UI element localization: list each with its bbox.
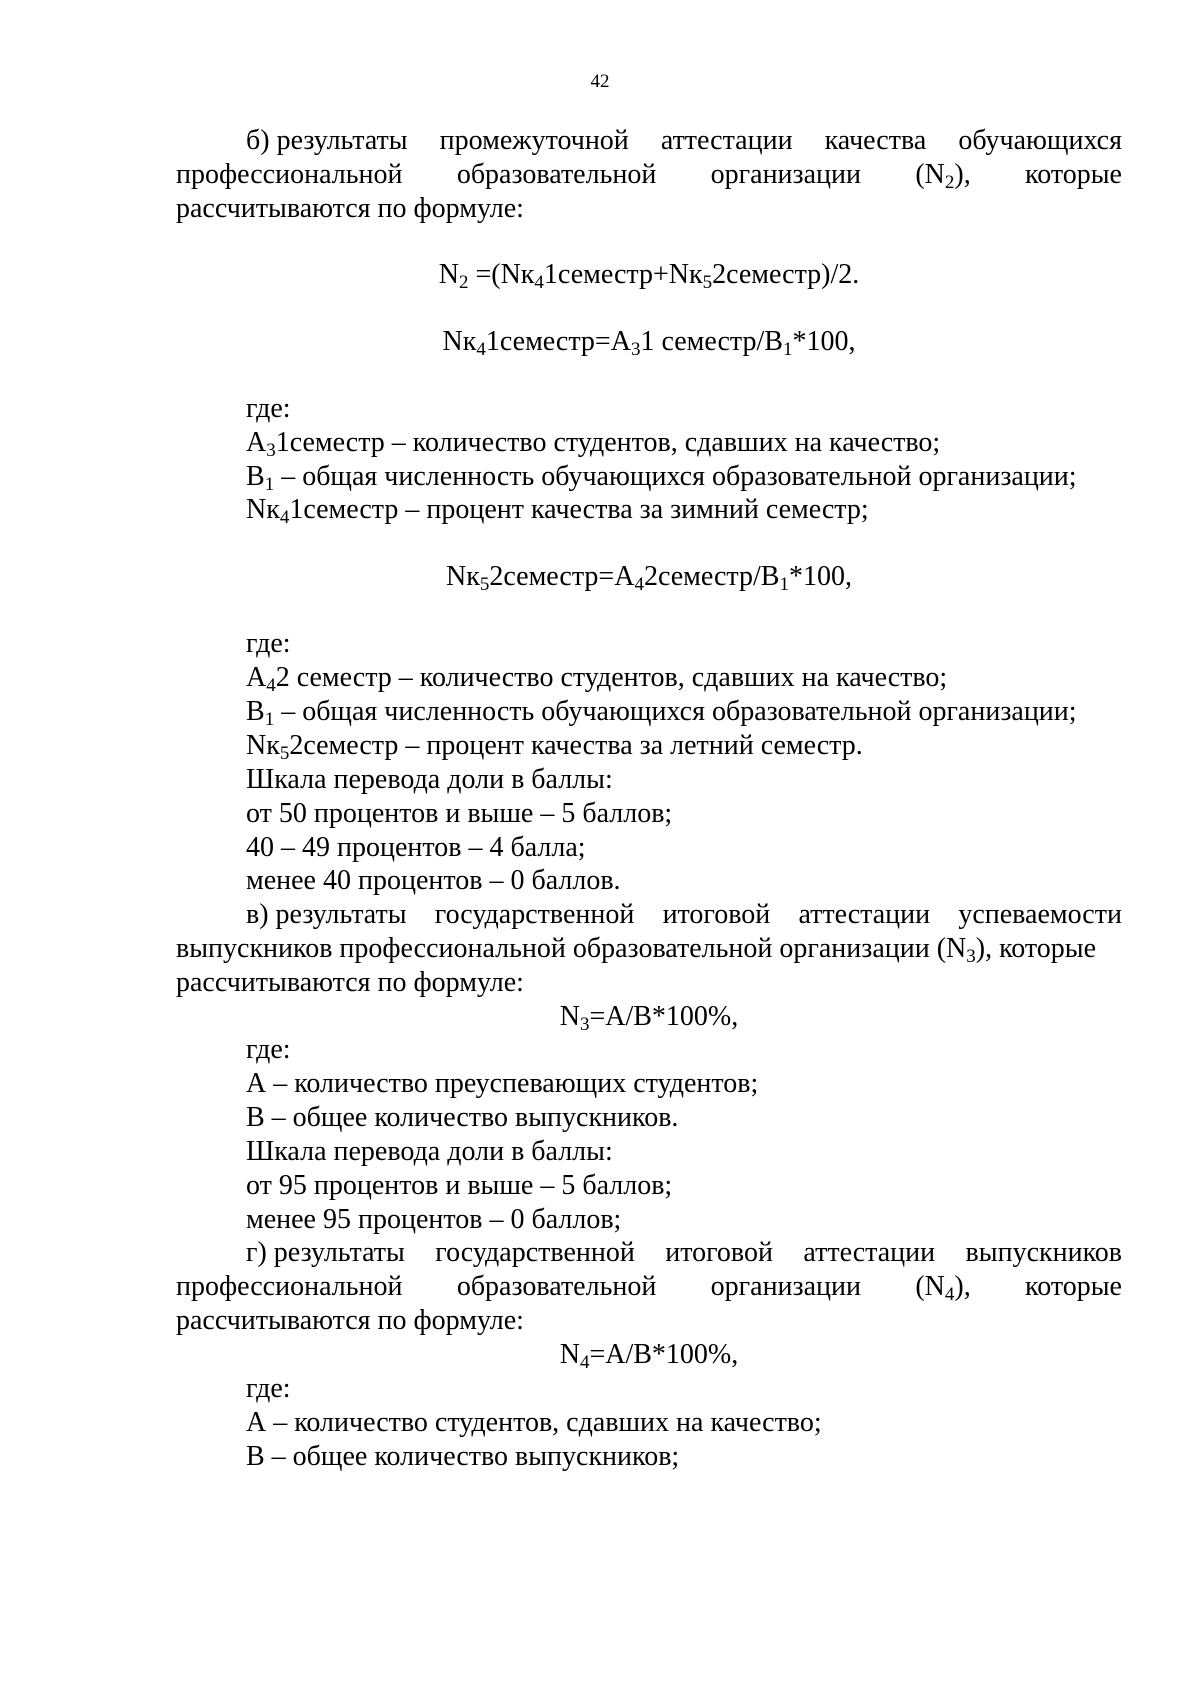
section-d-line-2: профессиональной образовательной организации $(N_4)$, которые (176, 1271, 1122, 1305)
section-c-line-2: выпускников профессиональной образовательной организации $(N_3)$, которые (176, 933, 1096, 967)
definition-a4: $А_42$ семестр – количество студентов, сдавших на качество; (246, 662, 948, 696)
definition-a: А – количество преуспевающих студентов; (246, 1068, 759, 1099)
definition-nk4: $Nк_41семестр$ – процент качества за зимний семестр; (246, 494, 869, 528)
section-b-line-1: б) результаты промежуточной аттестации качества обучающихся (246, 125, 1122, 156)
definition-a3: $А_31семестр$ – количество студентов, сдавших на качество; (246, 427, 941, 461)
where-label: где: (246, 628, 291, 659)
definition-b1: $В_1$ – общая численность обучающихся образовательной организации; (246, 696, 1077, 730)
where-label: где: (246, 393, 291, 424)
section-c-line-1: в) результаты государственной итоговой аттестации успеваемости (246, 899, 1122, 930)
variable-n4: $(N_4)$, (915, 1271, 971, 1305)
scale-item: от 95 процентов и выше – 5 баллов; (246, 1170, 673, 1201)
scale-item: менее 95 процентов – 0 баллов; (246, 1204, 622, 1235)
variable-n2: $(N_2)$, (915, 159, 971, 193)
scale-title: Шкала перевода доли в баллы: (246, 764, 613, 795)
section-d-line-3: рассчитываются по формуле: (176, 1305, 524, 1336)
page-number: 42 (590, 71, 610, 92)
scale-item: 40 – 49 процентов – 4 балла; (246, 832, 586, 863)
formula-n4: $N_4=А/В*100\%$, (559, 1339, 739, 1373)
scale-item: от 50 процентов и выше – 5 баллов; (246, 798, 673, 829)
definition-b: В – общее количество выпускников. (246, 1102, 679, 1133)
section-c-line-3: рассчитываются по формуле: (176, 967, 524, 998)
definition-a: А – количество студентов, сдавших на качество; (246, 1407, 822, 1438)
section-d-line-1: г) результаты государственной итоговой аттестации выпускников (246, 1237, 1122, 1268)
section-b-line-2: профессиональной образовательной организации $(N_2)$, которые (176, 159, 1122, 193)
where-label: где: (246, 1373, 291, 1404)
formula-nk4: $Nк_41семестр=А_31$ семестр/$В_1*100$, (442, 326, 856, 360)
scale-item: менее 40 процентов – 0 баллов. (246, 865, 621, 896)
formula-n3: $N_3=А/В*100\%$, (559, 1001, 739, 1035)
definition-b: В – общее количество выпускников; (246, 1441, 680, 1472)
where-label: где: (246, 1034, 291, 1065)
definition-nk5: $Nк_52семестр$ – процент качества за летний семестр. (246, 730, 863, 764)
section-b-line-3: рассчитываются по формуле: (176, 193, 524, 224)
scale-title: Шкала перевода доли в баллы: (246, 1136, 613, 1167)
formula-n2: $N_2$ $=(Nк_41семестр+Nк_52семестр)/2$. (438, 259, 860, 293)
definition-b1: $В_1$ – общая численность обучающихся образовательной организации; (246, 461, 1077, 495)
formula-nk5: $Nк_52семестр=А_42семестр/В_1*100$, (446, 561, 852, 595)
